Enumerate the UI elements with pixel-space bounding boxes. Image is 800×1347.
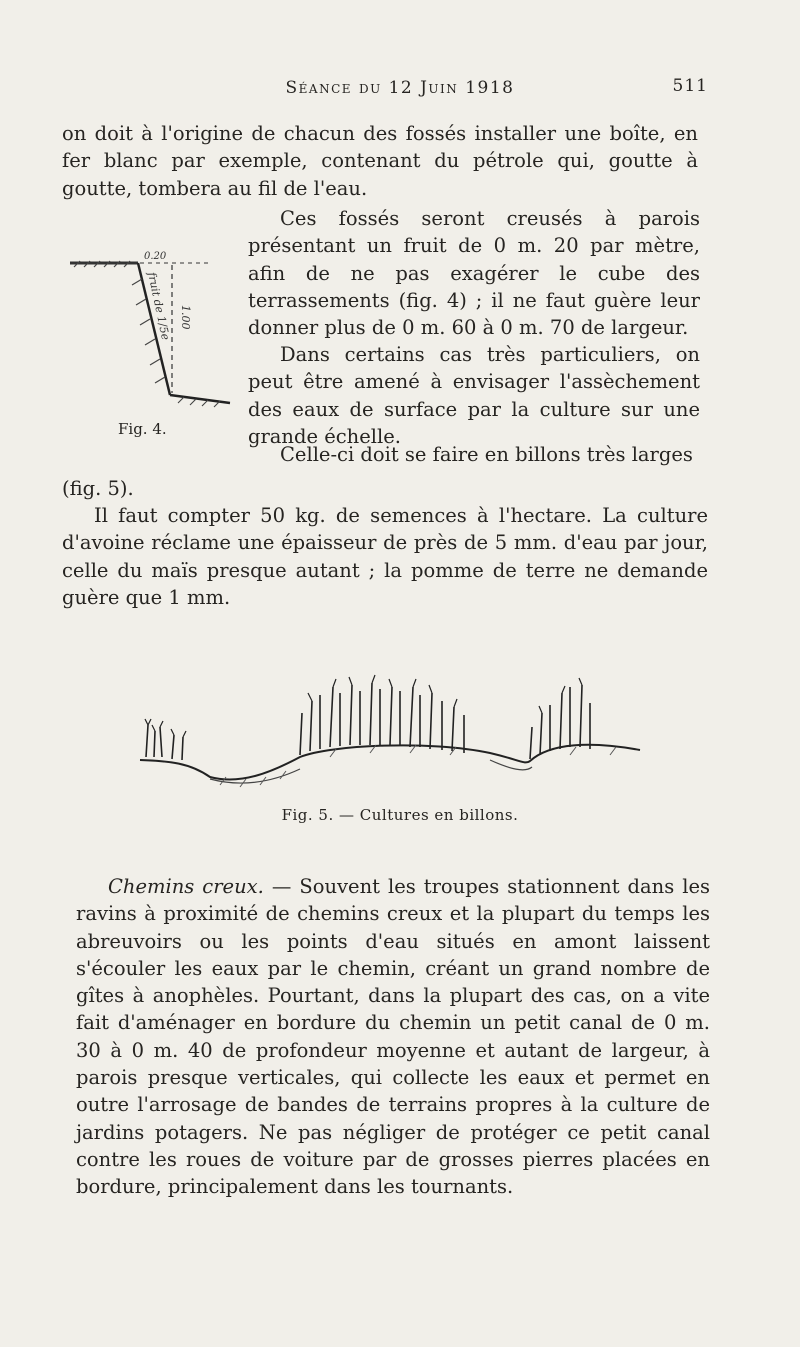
paragraph-4-end: (fig. 5). [62, 477, 134, 500]
section-heading-chemins-creux: Chemins creux. [108, 875, 264, 898]
fig5-plants-left [145, 719, 186, 760]
fig5-ground-profile-lower [210, 760, 532, 783]
paragraph-3: Dans certains cas très particuliers, on peut être amené à envisager l'assèchement des eaux de surface par la culture sur une grande échelle. [248, 343, 700, 448]
paragraph-1: on doit à l'origine de chacun des fossés installer une boîte, en fer blanc par exemple, contenant du pétrole qui, goutte à goutte, tombera au fil de l'eau. [62, 122, 698, 200]
figure-4-ditch-section [60, 245, 240, 420]
fig5-hatching [220, 745, 616, 787]
fig5-ground-profile [140, 745, 640, 780]
fig4-label-width: 0.20 [144, 251, 167, 262]
paragraph-4-start: Celle-ci doit se faire en billons très larges [280, 443, 693, 466]
paragraph-6 [76, 873, 710, 1201]
fig5-plants-center [300, 675, 464, 755]
fig4-label-slope: fruit de 1/5e [145, 270, 173, 342]
page-number: 511 [672, 76, 708, 96]
figure-5-caption: Fig. 5. — Cultures en billons. [281, 806, 519, 824]
fig5-plants-right [530, 678, 590, 759]
figure-5-cultures-en-billons [130, 665, 650, 795]
running-title: Séance du 12 Juin 1918 [285, 78, 515, 98]
fig4-label-depth: 1.00 [179, 305, 192, 330]
figure-4-caption: Fig. 4. [118, 420, 167, 438]
paragraph-2: Ces fossés seront creusés à parois présentant un fruit de 0 m. 20 par mètre, afin de ne pas exagérer le cube des terrassements (fig. 4) ; il ne faut guère leur donner plus de 0 m. 60 à 0 m. 70 de largeur. [248, 207, 700, 340]
paragraph-6-body: — Souvent les troupes stationnent dans les ravins à proximité de chemins creux et la plupart du temps les abreuvoirs ou les points d'eau situés en amont laissent s'écouler les eaux par le chemin, créant un grand nombre de gîtes à anophèles. Pourtant, dans la plupart des cas, on a vite fait d'aménager en bordure du chemin un petit canal de 0 m. 30 à 0 m. 40 de profondeur moyenne et autant de largeur, à parois presque verticales, qui collecte les eaux et permet en outre l'arrosage de bandes de terrains propres à la culture de jardins potagers. Ne pas négliger de protéger ce petit canal contre les roues de voiture par de grosses pierres placées en bordure, principalement dans les tournants. [76, 875, 710, 1199]
paragraph-5: Il faut compter 50 kg. de semences à l'hectare. La culture d'avoine réclame une épaisseur de près de 5 mm. d'eau par jour, celle du maïs presque autant ; la pomme de terre ne demande guère que 1 mm. [62, 504, 708, 609]
